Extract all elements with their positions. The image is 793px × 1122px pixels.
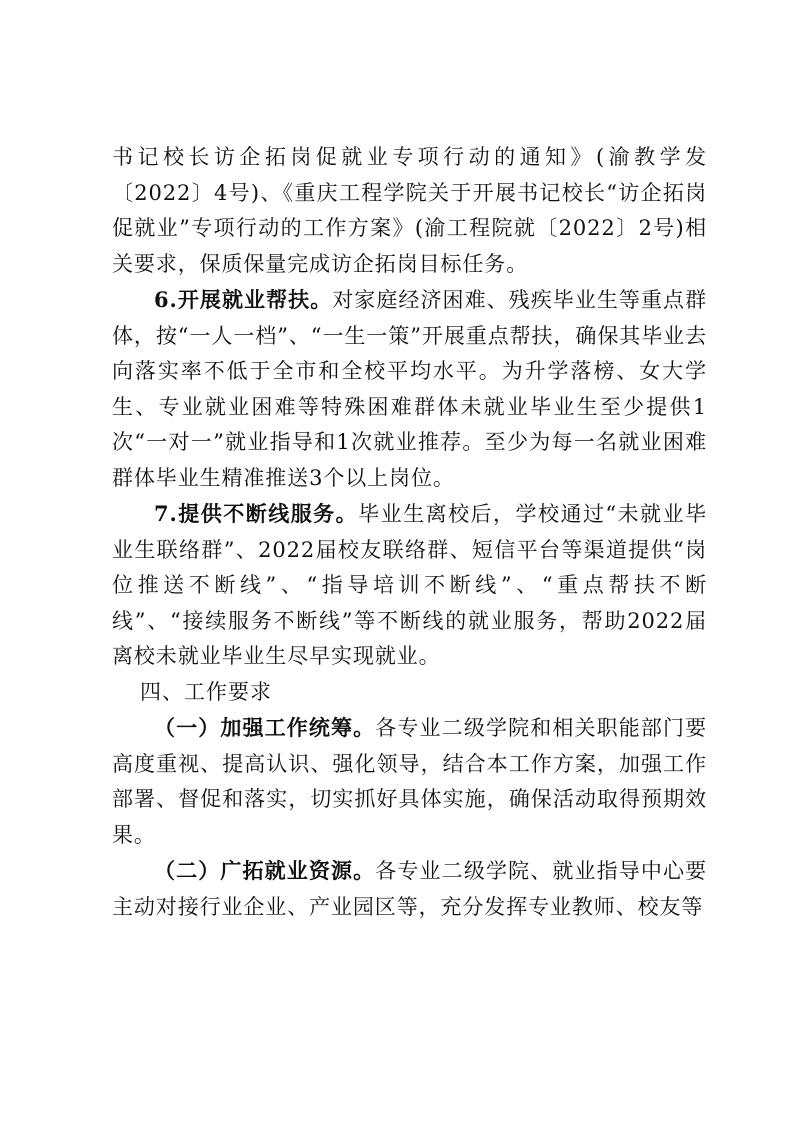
section-heading: 四、工作要求 xyxy=(140,679,272,704)
paragraph-text: 毕业生离校后，学校通过“未就业毕业生联络群”、2022届校友联络群、短信平台等渠道提供“岗位推送不断线”、“指导培训不断线”、“重点帮扶不断线”、“接续服务不断线”等不断线的就业服务，帮助2022届离校未就业毕业生尽早实现就业。 xyxy=(112,502,707,668)
requirement-text: 各专业二级学院、就业指导中心要主动对接行业企业、产业园区等，充分发挥专业教师、校友等 xyxy=(112,859,708,919)
requirement-coordination xyxy=(112,710,707,853)
requirement-text: 各专业二级学院和相关职能部门要高度重视、提高认识、强化领导，结合本工作方案，加强工作部署、督促和落实，切实抓好具体实施，确保活动取得预期效果。 xyxy=(112,716,708,847)
requirement-lead: （一）加强工作统筹。 xyxy=(154,715,376,740)
requirement-resources xyxy=(112,853,707,925)
paragraph-continuous-service xyxy=(112,496,707,675)
paragraph-employment-assistance xyxy=(112,282,707,496)
paragraph-text: 对家庭经济困难、残疾毕业生等重点群体，按“一人一档”、“一生一策”开展重点帮扶，确保其毕业去向落实率不低于全市和全校平均水平。为升学落榜、女大学生、专业就业困难等特殊困难群体未就业毕业生至少提供1次“一对一”就业指导和1次就业推荐。至少为每一名就业困难群体毕业生精准推送3个以上岗位。 xyxy=(112,288,707,490)
paragraph-lead: 6.开展就业帮扶。 xyxy=(154,287,333,312)
paragraph-text: 书记校长访企拓岗促就业专项行动的通知》(渝教学发〔2022〕4号)、《重庆工程学院关于开展书记校长“访企拓岗促就业”专项行动的工作方案》(渝工程院就〔2022〕2号)相关要求，保质保量完成访企拓岗目标任务。 xyxy=(112,145,707,276)
requirement-lead: （二）广拓就业资源。 xyxy=(154,858,376,883)
paragraph-continuation xyxy=(112,140,707,282)
paragraph-lead: 7.提供不断线服务。 xyxy=(154,501,359,526)
